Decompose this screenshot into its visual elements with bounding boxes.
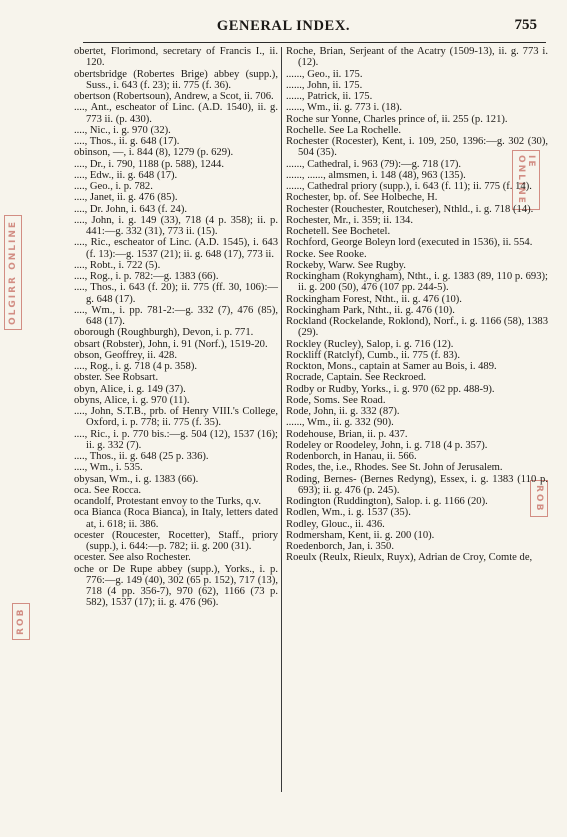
index-entry: ...., Dr., i. 790, 1188 (p. 588), 1244. (74, 158, 224, 170)
page-header (0, 14, 567, 40)
index-entry: obson, Geoffrey, ii. 428. (74, 349, 177, 361)
index-entry: Rochester (Rouchester, Routcheser), Nthld., i. g. 718 (14). (286, 203, 534, 215)
index-entry: ...., Ant., escheator of Linc. (A.D. 1540), ii. g. 773 ii. (p. 430). (74, 102, 278, 125)
index-entry: ...., Thos., i. 643 (f. 20); ii. 775 (ff. 30, 106):—g. 648 (17). (74, 282, 278, 305)
index-entry: ...., John, S.T.B., prb. of Henry VIII.'s College, Oxford, i. p. 778; ii. 775 (f. 35). (74, 406, 278, 429)
index-entry: Rocrade, Captain. See Reckroed. (286, 372, 427, 384)
index-entry: Rocke. See Rooke. (286, 248, 367, 260)
index-entry: oborough (Roughburgh), Devon, i. p. 771. (74, 327, 254, 339)
index-entry: Rode, Soms. See Road. (286, 394, 386, 406)
index-entry: obertsbridge (Robertes Brige) abbey (supp.), Suss., i. 643 (f. 23); ii. 775 (f. 36). (74, 68, 278, 91)
index-entry: ...., Thos., ii. g. 648 (17). (74, 136, 180, 147)
index-entry: ...., Nic., i. g. 970 (32). (74, 124, 171, 136)
index-entry: Rochford, George Boleyn lord (executed in 1536), ii. 554. (286, 237, 533, 249)
index-entry: Rodley, Glouc., ii. 436. (286, 518, 385, 530)
index-entry: Rochester (Rocester), Kent, i. 109, 250, 1396:—g. 302 (30), 504 (35). (286, 136, 548, 159)
index-entry: obster. See Robsart. (74, 372, 159, 384)
header-rule (83, 42, 546, 43)
index-entry: Roche, Brian, Serjeant of the Acatry (1509-13), ii. g. 773 i. (12). (286, 46, 548, 69)
index-entry: ...., Geo., i. p. 782. (74, 181, 153, 192)
index-entry: ...., Janet, ii. g. 476 (85). (74, 192, 178, 204)
index-entry: ...., Robt., i. 722 (5). (74, 259, 161, 271)
index-entry: oca Bianca (Roca Bianca), in Italy, letters dated at, i. 618; ii. 386. (74, 507, 278, 530)
index-entry: ......, Wm., ii. g. 773 i. (18). (286, 102, 403, 114)
index-entry: ...., Wm., i. 535. (74, 462, 143, 474)
index-entry: ...., Thos., ii. g. 648 (25 p. 336). (74, 451, 209, 462)
index-entry: Rochetell. See Bochetel. (286, 226, 391, 237)
right-index-column (286, 46, 548, 564)
index-entry: ...., Dr. John, i. 643 (f. 24). (74, 203, 187, 215)
index-entry: Roeulx (Reulx, Rieulx, Ruyx), Adrian de Croy, Comte de, (286, 552, 533, 564)
index-entry: ...., Rog., i. p. 782:—g. 1383 (66). (74, 271, 219, 282)
page-title: GENERAL INDEX. (216, 18, 351, 34)
index-entry: obyns, Alice, i. g. 970 (11). (74, 394, 190, 406)
index-entry: ...., Rog., i. g. 718 (4 p. 358). (74, 361, 198, 372)
watermark-stamp: ROB (530, 480, 548, 517)
index-entry: ocester. See also Rochester. (74, 552, 191, 564)
index-entry: ...., Ric., i. p. 770 bis.:—g. 504 (12), 1537 (16); ii. g. 332 (7). (74, 428, 278, 451)
index-entry: Rockland (Rockelande, Roklond), Norf., i. g. 1166 (58), 1383 (29). (286, 316, 548, 339)
index-entry: ......, Geo., ii. 175. (286, 68, 363, 80)
index-entry: Rodington (Ruddington), Salop. i. g. 1166 (20). (286, 496, 488, 507)
index-entry: obertet, Florimond, secretary of Francis I., ii. 120. (74, 46, 278, 69)
index-entry: Rodby or Rudby, Yorks., i. g. 970 (62 pp. 488-9). (286, 383, 495, 395)
index-entry: obertson (Robertsoun), Andrew, a Scot, ii. 706. (74, 91, 274, 102)
index-entry: Rodes, the, i.e., Rhodes. See St. John of Jerusalem. (286, 462, 503, 474)
index-entry: Rockingham Park, Ntht., ii. g. 476 (10). (286, 304, 455, 316)
index-entry: Rockliff (Ratclyf), Cumb., ii. 775 (f. 83). (286, 349, 460, 361)
index-entry: Rochester, bp. of. See Holbeche, H. (286, 192, 438, 204)
index-entry: Roedenborch, Jan, i. 350. (286, 541, 394, 552)
index-entry: Rodehouse, Brian, ii. p. 437. (286, 428, 408, 440)
left-index-column (74, 46, 278, 609)
watermark-stamp: OLGIRR ONLINE (4, 215, 22, 330)
index-entry: Rockley (Rucley), Salop, i. g. 716 (12). (286, 338, 454, 350)
index-entry: Rochester, Mr., i. 359; ii. 134. (286, 214, 413, 226)
index-entry: ......, Wm., ii. g. 332 (90). (286, 417, 394, 429)
index-entry: oca. See Rocca. (74, 484, 142, 496)
index-entry: obyn, Alice, i. g. 149 (37). (74, 383, 186, 395)
index-entry: Rockeby, Warw. See Rugby. (286, 259, 406, 271)
index-entry: ocandolf, Protestant envoy to the Turks, q.v. (74, 496, 262, 507)
index-entry: obinson, —, i. 844 (8), 1279 (p. 629). (74, 147, 234, 159)
index-entry: ...., John, i. g. 149 (33), 718 (4 p. 358); ii. p. 441:—g. 332 (31), 773 ii. (15). (74, 214, 278, 237)
index-entry: Rockton, Mons., captain at Samer au Bois, i. 489. (286, 361, 497, 372)
index-entry: Rockingham Forest, Ntht., ii. g. 476 (10). (286, 293, 462, 305)
index-entry: ......, Cathedral, i. 963 (79):—g. 718 (17). (286, 158, 462, 170)
index-entry: ...., Wm., i. pp. 781-2:—g. 332 (7), 476 (85), 648 (17). (74, 304, 278, 327)
index-entry: Rodlen, Wm., i. g. 1537 (35). (286, 507, 411, 519)
index-entry: ...., Edw., ii. g. 648 (17). (74, 169, 178, 181)
index-entry: Roding, Bernes- (Bernes Redyng), Essex, i. g. 1383 (110 p. 693); ii. g. 476 (p. 245). (286, 473, 548, 496)
index-entry: ocester (Roucester, Rocetter), Staff., priory (supp.), i. 644:—p. 782; ii. g. 200 (31). (74, 529, 278, 552)
index-entry: Rockingham (Rokyngham), Ntht., i. g. 1383 (89, 110 p. 693); ii. g. 200 (50), 476 (107 pp. 244-5). (286, 271, 548, 294)
index-entry: obsart (Robster), John, i. 91 (Norf.), 1519-20. (74, 338, 268, 350)
watermark-stamp: ROB (12, 603, 30, 640)
index-entry: ......, Patrick, ii. 175. (286, 91, 373, 102)
page-number: 755 (514, 17, 537, 33)
watermark-stamp: IE ONLINE (512, 150, 540, 210)
index-entry: ......, ......, almsmen, i. 148 (48), 963 (135). (286, 169, 466, 181)
index-entry: ...., Ric., escheator of Linc. (A.D. 1545), i. 643 (f. 13):—g. 1537 (21); ii. g. 648 (17), 773 ii. (74, 237, 278, 260)
index-entry: ......, Cathedral priory (supp.), i. 643 (f. 11); ii. 775 (f. 14). (286, 181, 532, 192)
index-entry: Rodeley or Roodeley, John, i. g. 718 (4 p. 357). (286, 439, 488, 451)
column-divider (281, 47, 282, 792)
index-entry: obysan, Wm., i. g. 1383 (66). (74, 473, 199, 485)
index-entry: Rodenborch, in Hanau, ii. 566. (286, 451, 417, 462)
index-entry: oche or De Rupe abbey (supp.), Yorks., i. p. 776:—g. 149 (40), 302 (65 p. 152), 717 (13), 718 (4 pp. 356-7), 970 (62), 1166 (73 p. 582), 1537 (17); ii. g. 476 (96). (74, 563, 278, 609)
index-entry: Rochelle. See La Rochelle. (286, 124, 402, 136)
index-entry: Rode, John, ii. g. 332 (87). (286, 406, 400, 417)
index-entry: ......, John, ii. 175. (286, 79, 363, 91)
index-entry: Roche sur Yonne, Charles prince of, ii. 255 (p. 121). (286, 113, 508, 125)
index-entry: Rodmersham, Kent, ii. g. 200 (10). (286, 529, 435, 541)
